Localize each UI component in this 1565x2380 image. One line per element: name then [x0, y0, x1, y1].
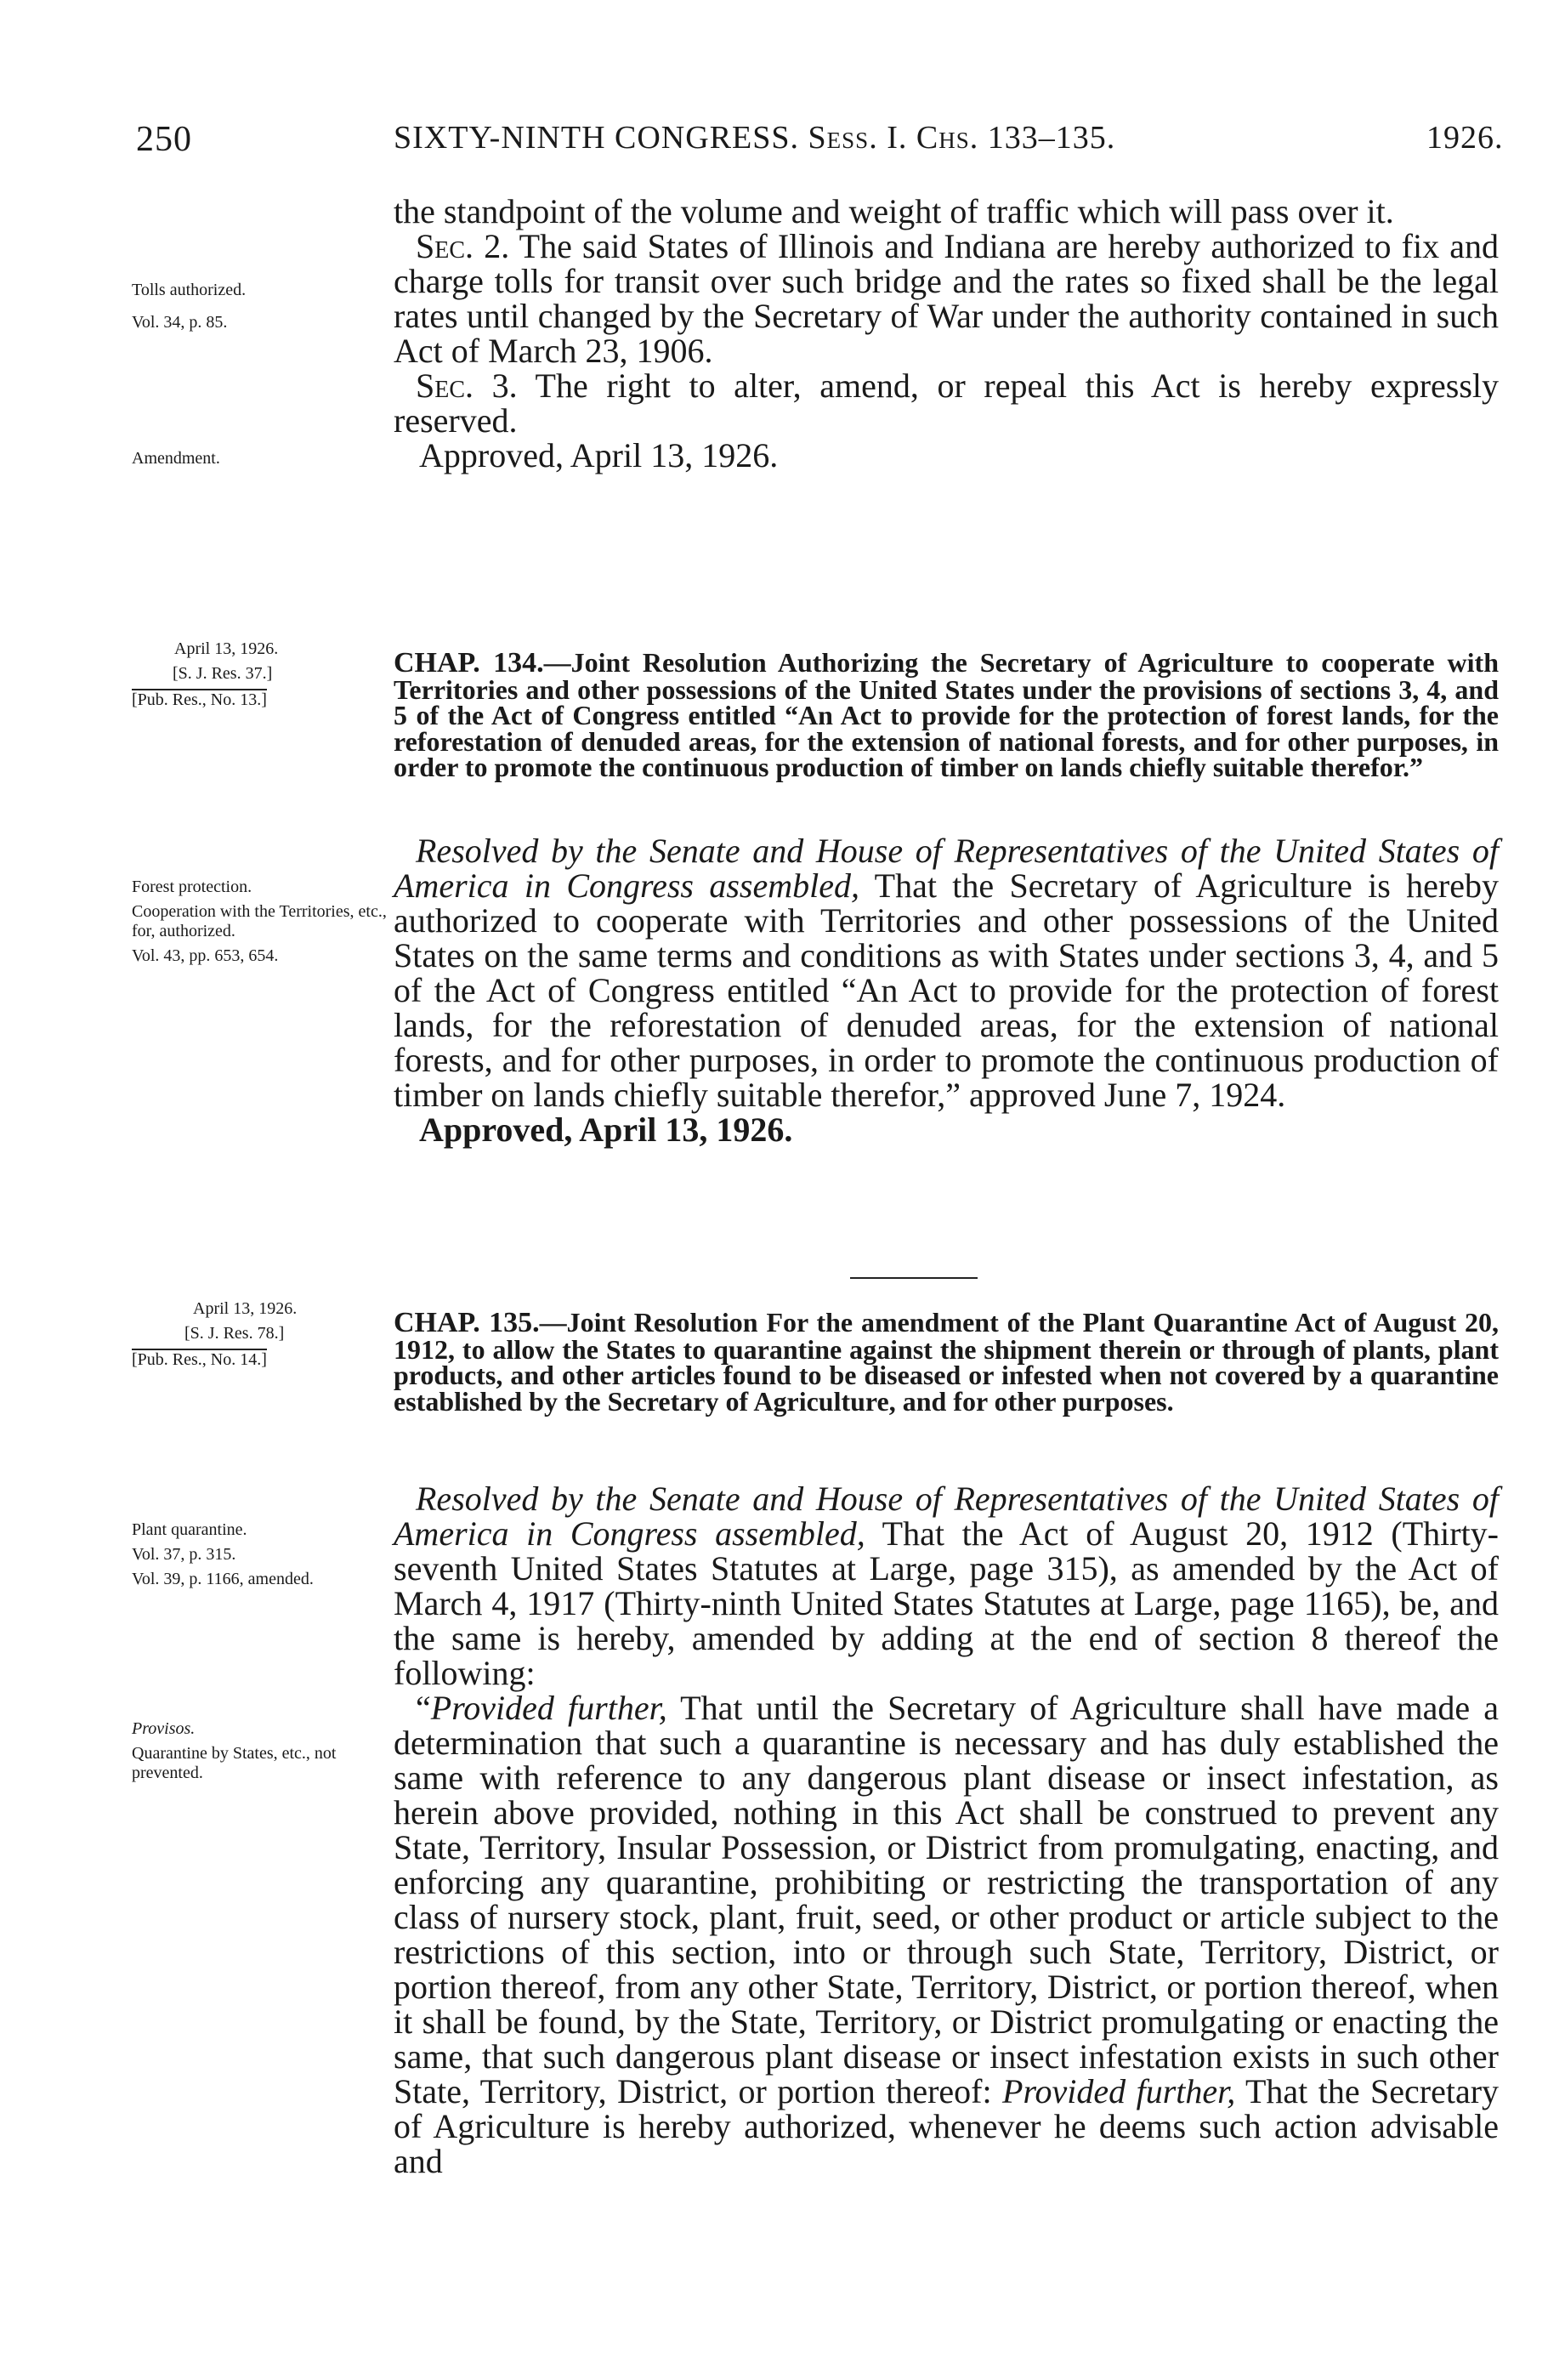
margin-vol37: Vol. 37, p. 315. [132, 1545, 236, 1564]
chap135-enact-body: That the Act of August 20, 1912 (Thirty-seventh United States Statutes at Large, page 315), as amended by the Act of March 4, 1917 (Thirty-ninth United States Statutes at Large, page 1165), be, and the same is hereby, amended by adding at the end of section 8 thereof the following: [394, 1514, 1500, 1692]
chap135-enact-italic: Resolved by the Senate and House of Representatives of the United States of America in Congress assembled, [394, 1480, 1499, 1553]
chap134-approved: Approved, April 13, 1926. [419, 1110, 793, 1149]
chap135-sjres: [S. J. Res. 78.] [184, 1324, 285, 1343]
sec3-label: Sec. 3. [416, 366, 518, 405]
chap133-para1: the standpoint of the volume and weight of traffic which will pass over it. [394, 192, 1394, 230]
proviso2-body: That the Secretary of Agriculture is hereby authorized, whenever he deems such action advisable and [394, 2072, 1500, 2180]
chap135-margin-ids [132, 1299, 378, 1375]
chap134-heading: CHAP. 134. [394, 647, 544, 679]
chap135-proviso [394, 1690, 1499, 2178]
header-chapters: Chs. 133–135. [916, 120, 1116, 156]
margin-quarantine-states: Quarantine by States, etc., not prevented. [132, 1744, 337, 1782]
chap135-enacting [394, 1481, 1499, 1690]
chap134-date: April 13, 1926. [174, 639, 279, 658]
margin-vol39: Vol. 39, p. 1166, amended. [132, 1570, 314, 1588]
chap134-enact-body: That the Secretary of Agriculture is hereby authorized to cooperate with Territories and other possessions of the United States on the same terms and conditions as with States under sections 3, 4, and 5 of the Act of Congress entitled “An Act to provide for the protection of forest lands, for the reforestation of denuded areas, for the extension of national forests, and for other purposes, in order to promote the continuous production of timber on lands chiefly suitable therefor,” approved June 7, 1924. [394, 866, 1499, 1114]
chap133-para3 [394, 368, 1499, 438]
chap135-margin-notes [132, 1520, 387, 1594]
chap135-pubres-text: [Pub. Res., No. 14.] [132, 1350, 267, 1369]
proviso-open-quote: “ [416, 1689, 431, 1727]
sec2-label: Sec. 2. [416, 227, 510, 265]
margin-tolls-authorized: Tolls authorized. [132, 281, 247, 299]
chap135-margin-provisos [132, 1719, 387, 1788]
header-year: 1926. [1426, 120, 1504, 156]
sec2-text: The said States of Illinois and Indiana are hereby authorized to fix and charge tolls for transit over such bridge and the rates so fixed shall be the legal rates until changed by the Secretary of War under the authority contained in such Act of March 23, 1906. [394, 227, 1499, 370]
chap135-date: April 13, 1926. [193, 1299, 298, 1318]
chap133-approved: Approved, April 13, 1926. [419, 436, 779, 474]
chap134-pubres [132, 689, 378, 710]
chap133-text [394, 194, 1499, 473]
header-session: Sess. I. [808, 120, 908, 156]
chap135-body [394, 1481, 1499, 2178]
chap134-sjres: [S. J. Res. 37.] [173, 664, 273, 683]
chap134-caption [394, 647, 1499, 782]
page-number: 250 [136, 120, 192, 159]
margin-plant-quarantine: Plant quarantine. [132, 1520, 247, 1539]
chap135-caption [394, 1307, 1500, 1417]
proviso-body: That until the Secretary of Agriculture shall have made a determination that such a quarantine is necessary and has duly established the same with reference to any dangerous plant disease or insect infestation, as herein above provided, nothing in this Act shall be construed to prevent any State, Territory, Insular Possession, or District from promulgating, enacting, and enforcing any quarantine, prohibiting or restricting the transportation of any class of nursery stock, plant, fruit, seed, or other product or article subject to the restrictions of this section, into or through such State, Territory, District, or portion thereof, from any other State, Territory, District, or portion thereof, when it shall be found, by the State, Territory, or District promulgating or enacting the same, that such dangerous plant disease or insect infestation exists in such other State, Territory, District, or portion thereof: [394, 1689, 1499, 2110]
chap134-enacting [394, 833, 1499, 1112]
chap134-enact-italic: Resolved by the Senate and House of Representatives of the United States of America in Congress assembled, [394, 832, 1499, 905]
proviso2-italic: Provided further, [1002, 2072, 1236, 2110]
sec3-text: The right to alter, amend, or repeal this Act is hereby expressly reserved. [394, 366, 1500, 440]
chap134-pubres-text: [Pub. Res., No. 13.] [132, 690, 267, 709]
margin-amendment: Amendment. [132, 449, 220, 468]
margin-tolls-ref: Vol. 34, p. 85. [132, 313, 228, 332]
margin-forest-protection: Forest protection. [132, 878, 252, 896]
proviso-italic: Provided further, [430, 1689, 667, 1727]
margin-cooperation: Cooperation with the Territories, etc., for, authorized. [132, 902, 387, 940]
chapter-separator [850, 1277, 978, 1279]
chap134-margin-notes [132, 878, 387, 971]
margin-provisos: Provisos. [132, 1719, 196, 1738]
header-title: SIXTY-NINTH CONGRESS. [394, 120, 800, 156]
running-header [394, 119, 1115, 156]
chap133-para2 [394, 229, 1499, 368]
chap134-body [394, 833, 1499, 1147]
chap135-heading: CHAP. 135. [394, 1307, 540, 1338]
chap135-pubres [132, 1349, 378, 1370]
chap134-caption-text: —Joint Resolution Authorizing the Secretary of Agriculture to cooperate with Territories and other possessions of the United States under the provisions of sections 3, 4, and 5 of the Act of Congress entitled “An Act to provide for the protection of forest lands, for the reforestation of denuded areas, for the extension of national forests, and for other purposes, in order to promote the continuous production of timber on lands chiefly suitable therefor.” [394, 647, 1499, 782]
chap134-margin-ids [132, 639, 378, 715]
chap135-caption-text: —Joint Resolution For the amendment of the Plant Quarantine Act of August 20, 1912, to allow the States to quarantine against the shipment therein or through of plants, plant products, and other articles found to be diseased or infested when not covered by a quarantine established by the Secretary of Agriculture, and for other purposes. [394, 1307, 1500, 1417]
margin-vol43: Vol. 43, pp. 653, 654. [132, 946, 279, 965]
